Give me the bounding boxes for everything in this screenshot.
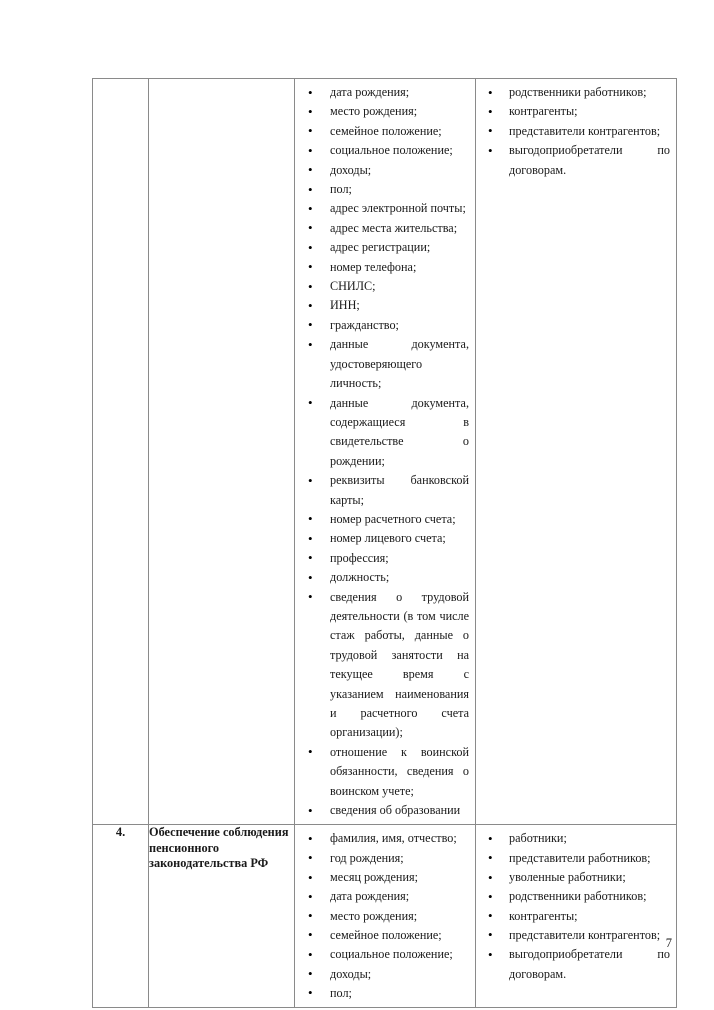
- personal-data-list: [295, 825, 475, 1007]
- list-item: • родственники работников;: [476, 83, 670, 102]
- list-item: • родственники работников;: [476, 887, 670, 906]
- table-row: [93, 79, 677, 825]
- list-item: • социальное положение;: [295, 141, 469, 160]
- list-item: • выгодоприобретатели по договорам.: [476, 141, 670, 180]
- list-item: • адрес электронной почты;: [295, 199, 469, 218]
- list-item: • реквизиты банковской карты;: [295, 471, 469, 510]
- row-number-cell: 4.: [93, 825, 149, 1008]
- list-item: • адрес регистрации;: [295, 238, 469, 257]
- list-item: • номер лицевого счета;: [295, 529, 469, 548]
- personal-data-list: [295, 79, 475, 824]
- list-item: • представители контрагентов;: [476, 122, 670, 141]
- list-item: • адрес места жительства;: [295, 219, 469, 238]
- list-item: • гражданство;: [295, 316, 469, 335]
- processing-purpose-cell: [149, 79, 295, 825]
- table-body: [93, 79, 677, 1008]
- list-item: • представители контрагентов;: [476, 926, 670, 945]
- list-item: • отношение к воинской обязанности, сведения о воинском учете;: [295, 743, 469, 801]
- list-item: • контрагенты;: [476, 907, 670, 926]
- list-item: • данные документа, удостоверяющего личность;: [295, 335, 469, 393]
- list-item: • уволенные работники;: [476, 868, 670, 887]
- row-number-cell: [93, 79, 149, 825]
- list-item: • номер расчетного счета;: [295, 510, 469, 529]
- list-item: • профессия;: [295, 549, 469, 568]
- list-item: • семейное положение;: [295, 926, 469, 945]
- list-item: • год рождения;: [295, 849, 469, 868]
- list-item: • СНИЛС;: [295, 277, 469, 296]
- list-item: • ИНН;: [295, 296, 469, 315]
- list-item: • фамилия, имя, отчество;: [295, 829, 469, 848]
- list-item: • место рождения;: [295, 907, 469, 926]
- processing-purpose-text: Обеспечение соблюдения пенсионного законодательства РФ: [149, 825, 289, 871]
- personal-data-table: [92, 78, 677, 1008]
- list-item: • семейное положение;: [295, 122, 469, 141]
- list-item: • контрагенты;: [476, 102, 670, 121]
- personal-data-categories-cell: [295, 79, 476, 825]
- processing-purpose-cell: [149, 825, 295, 1008]
- list-item: • доходы;: [295, 161, 469, 180]
- list-item: • представители работников;: [476, 849, 670, 868]
- page-number: 7: [665, 936, 672, 950]
- list-item: • должность;: [295, 568, 469, 587]
- list-item: • сведения о трудовой деятельности (в том числе стаж работы, данные о трудовой занятости на текущее время с указанием наименования и расчетного счета организации);: [295, 588, 469, 743]
- data-subjects-cell: [476, 79, 677, 825]
- list-item: • социальное положение;: [295, 945, 469, 964]
- list-item: • выгодоприобретатели по договорам.: [476, 945, 670, 984]
- table-row: [93, 825, 677, 1008]
- list-item: • дата рождения;: [295, 83, 469, 102]
- list-item: • данные документа, содержащиеся в свидетельстве о рождении;: [295, 394, 469, 472]
- list-item: • пол;: [295, 180, 469, 199]
- list-item: • номер телефона;: [295, 258, 469, 277]
- data-subjects-list: [476, 825, 676, 987]
- list-item: • дата рождения;: [295, 887, 469, 906]
- data-subjects-cell: [476, 825, 677, 1008]
- list-item: • пол;: [295, 984, 469, 1003]
- personal-data-categories-cell: [295, 825, 476, 1008]
- data-subjects-list: [476, 79, 676, 184]
- list-item: • доходы;: [295, 965, 469, 984]
- list-item: • сведения об образовании: [295, 801, 469, 820]
- list-item: • месяц рождения;: [295, 868, 469, 887]
- list-item: • работники;: [476, 829, 670, 848]
- list-item: • место рождения;: [295, 102, 469, 121]
